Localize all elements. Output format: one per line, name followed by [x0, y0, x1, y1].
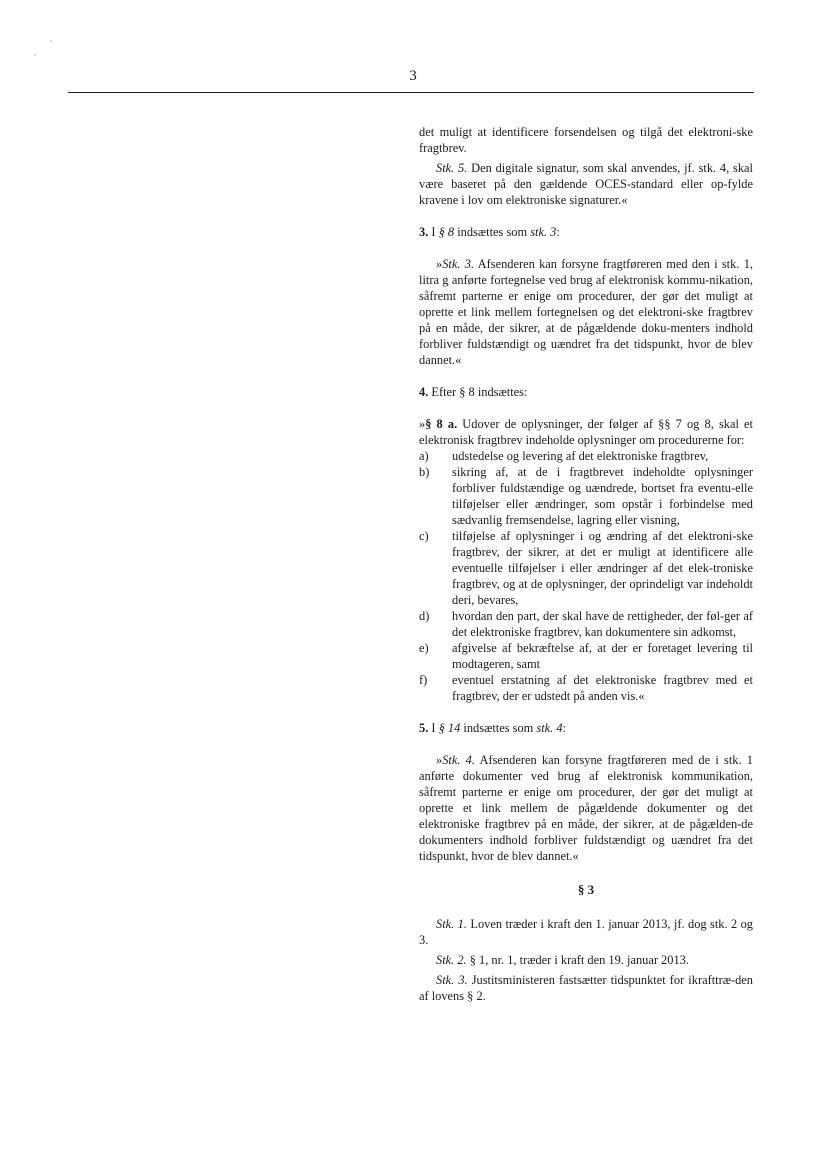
item-4-text: Efter § 8 indsættes:	[428, 385, 528, 399]
list-item	[419, 608, 753, 640]
list-item	[419, 464, 753, 528]
list-item-label: c)	[419, 529, 429, 543]
section-3-stk2-label: Stk. 2.	[436, 953, 467, 967]
continuation-paragraph	[419, 124, 753, 156]
section-3-stk3-label: Stk. 3.	[436, 973, 468, 987]
item-4-heading	[419, 384, 753, 400]
scan-speck	[50, 40, 52, 42]
header-rule	[68, 92, 754, 93]
procedure-list	[419, 448, 753, 704]
stk5-label: Stk. 5.	[436, 161, 468, 175]
scan-speck	[34, 54, 36, 56]
item-3-body	[419, 256, 753, 368]
section-heading: § 3	[577, 882, 595, 897]
page-number: 3	[409, 68, 417, 84]
list-item-label: a)	[419, 449, 429, 463]
item-4-quote: »	[419, 417, 426, 431]
item-3-quote: »	[436, 257, 443, 271]
item-3-ref: § 8	[438, 225, 455, 239]
item-5-ref2: stk. 4	[536, 721, 563, 735]
item-3-post: :	[556, 225, 560, 239]
list-item-label: d)	[419, 609, 430, 623]
section-3-stk1-text: Loven træder i kraft den 1. januar 2013, jf. dog stk. 2 og 3.	[419, 917, 753, 947]
section-3-stk1	[419, 916, 753, 948]
item-3-pre: I	[428, 225, 439, 239]
list-item-text: afgivelse af bekræftelse af, at der er foretaget levering til modtageren, samt	[452, 641, 753, 671]
section-3-stk3	[419, 972, 753, 1004]
section-3-stk1-label: Stk. 1.	[436, 917, 467, 931]
item-5-text: Afsenderen kan forsyne fragtføreren med de i stk. 1 anførte dokumenter ved brug af elektronisk kommunikation, såfremt parterne er enige om procedurer, der gør det muligt at oprette et link mellem de pågældende dokumenter og det elektroniske fragtbrev på en måde, der sikrer, at de pågælden-de dokumenters indhold forbliver fuldstændigt og uændret fra det tidspunkt, hvor de blev dannet.«	[419, 753, 753, 863]
list-item-text: sikring af, at de i fragtbrevet indeholdte oplysninger forbliver fuldstændige og uændrede, bortset fra eventu-elle tilføjelser eller ændringer, som opstår i forbindelse med sædvanlig fremsendelse, lagring eller visning,	[452, 465, 753, 527]
item-5-post: :	[562, 721, 566, 735]
list-item-text: hvordan den part, der skal have de rettigheder, der føl-ger af det elektroniske fragtbrev, kan dokumentere sin adkomst,	[452, 609, 753, 639]
item-3-stk-label: Stk. 3.	[442, 257, 475, 271]
list-item-label: b)	[419, 465, 430, 479]
item-3-ref2: stk. 3	[530, 225, 557, 239]
item-5-number: 5.	[419, 721, 429, 735]
item-4-number: 4.	[419, 385, 429, 399]
text-column	[419, 124, 753, 1004]
section-3-stk2	[419, 952, 753, 968]
continuation-text: det muligt at identificere forsendelsen og tilgå det elektroni-ske fragtbrev.	[419, 125, 753, 155]
item-5-stk-label: Stk. 4.	[442, 753, 475, 767]
section-3-stk2-text: § 1, nr. 1, træder i kraft den 19. januar 2013.	[466, 953, 689, 967]
item-5-body	[419, 752, 753, 864]
list-item-label: e)	[419, 641, 429, 655]
list-item-text: tilføjelse af oplysninger i og ændring af det elektroni-ske fragtbrev, der sikrer, at det er muligt at identificere alle eventuelle tilføjelser i eller ændringer af det elek-troniske fragtbrev, og at de oplysninger, der oprindeligt var indeholdt deri, bevares,	[452, 529, 753, 607]
list-item	[419, 672, 753, 704]
item-3-number: 3.	[419, 225, 429, 239]
list-item	[419, 640, 753, 672]
stk5-text: Den digitale signatur, som skal anvendes, jf. stk. 4, skal være baseret på den gældende OCES-standard eller op-fylde kravene i lov om elektroniske signaturer.«	[419, 161, 753, 207]
item-3-text: Afsenderen kan forsyne fragtføreren med den i stk. 1, litra g anførte fortegnelse ved brug af elektronisk kommu-nikation, såfremt parterne er enige om procedurer, der gør det muligt at oprette et link mellem fortegnelsen og det elektroni-ske fragtbrev på en måde, der sikrer, at de pågældende doku-menters indhold forbliver fuldstændigt og uændret fra det tidspunkt, hvor de blev dannet.«	[419, 257, 753, 367]
item-5-pre: I	[428, 721, 439, 735]
item-5-quote: »	[436, 753, 443, 767]
item-3-mid: indsættes som	[454, 225, 531, 239]
item-5-ref: § 14	[438, 721, 461, 735]
item-5-mid: indsættes som	[460, 721, 537, 735]
list-item	[419, 448, 753, 464]
item-4-section-label: § 8 a.	[425, 417, 458, 431]
stk5-paragraph	[419, 160, 753, 208]
list-item-text: udstedelse og levering af det elektroniske fragtbrev,	[452, 449, 709, 463]
list-item	[419, 528, 753, 608]
item-5-heading	[419, 720, 753, 736]
item-3-heading	[419, 224, 753, 240]
section-3-stk3-text: Justitsministeren fastsætter tidspunktet for ikrafttræ-den af lovens § 2.	[419, 973, 753, 1003]
item-4-body	[419, 416, 753, 448]
item-4-section-text: Udover de oplysninger, der følger af §§ 7 og 8, skal et elektronisk fragtbrev indeholde oplysninger om procedurerne for:	[419, 417, 753, 447]
list-item-label: f)	[419, 673, 428, 687]
list-item-text: eventuel erstatning af det elektroniske fragtbrev med et fragtbrev, der er udstedt på anden vis.«	[452, 673, 753, 703]
